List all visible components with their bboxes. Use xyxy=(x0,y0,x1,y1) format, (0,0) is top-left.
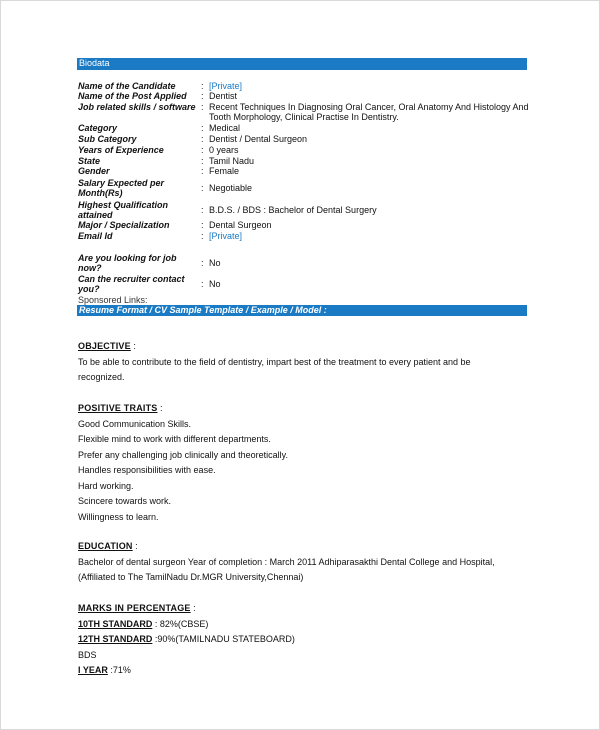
field-separator: : xyxy=(201,258,204,268)
field-label: Can the recruiter contact you? xyxy=(78,274,185,294)
tenth-standard-value: : 82%(CBSE) xyxy=(154,618,209,629)
objective-line: recognized. xyxy=(78,372,125,382)
marks-heading: MARKS IN PERCENTAGE xyxy=(78,603,191,613)
objective-section: OBJECTIVE : To be able to contribute to the field of dentistry, impart best of the treatment to every patient and be recognized. xyxy=(78,339,538,386)
field-value: Dental Surgeon xyxy=(209,220,272,230)
field-separator: : xyxy=(201,134,204,144)
field-label: Name of the Post Applied xyxy=(78,91,187,101)
field-value: B.D.S. / BDS : Bachelor of Dental Surgery xyxy=(209,205,377,215)
field-separator: : xyxy=(201,231,204,241)
marks-section: MARKS IN PERCENTAGE : 10TH STANDARD : 82%(CBSE) 12TH STANDARD :90%(TAMILNADU STATEBOARD) BDS I YEAR :71% xyxy=(78,601,538,679)
education-heading: EDUCATION xyxy=(78,541,133,551)
field-value: Recent Techniques In Diagnosing Oral Cancer, Oral Anatomy And Histology And Tooth Morphology, Clinical Practise In Dentistry. xyxy=(209,102,529,122)
field-value: Female xyxy=(209,166,240,176)
field-label: Years of Experience xyxy=(78,145,164,155)
first-year-value: :71% xyxy=(110,665,131,675)
field-value: Medical xyxy=(209,123,241,133)
biodata-header-bar: Biodata xyxy=(77,58,527,70)
field-value: 0 years xyxy=(209,145,239,155)
education-section: EDUCATION : Bachelor of dental surgeon Year of completion : March 2011 Adhiparasakthi Dental College and Hospital, (Affiliated to The TamilNadu Dr.MGR University,Chennai) xyxy=(78,539,538,586)
field-label: Sub Category xyxy=(78,134,137,144)
field-separator: : xyxy=(201,183,204,193)
traits-heading: POSITIVE TRAITS xyxy=(78,403,158,413)
field-label: Email Id xyxy=(78,231,113,241)
trait-item: Flexible mind to work with different departments. xyxy=(78,434,271,444)
private-link[interactable]: [Private] xyxy=(209,231,243,241)
objective-heading: OBJECTIVE xyxy=(78,341,131,351)
education-line: (Affiliated to The TamilNadu Dr.MGR University,Chennai) xyxy=(78,572,304,582)
field-label: Gender xyxy=(78,166,110,176)
field-value: No xyxy=(209,279,221,289)
field-value: Dentist / Dental Surgeon xyxy=(209,134,308,144)
field-separator: : xyxy=(201,81,204,91)
education-line: Bachelor of dental surgeon Year of completion : March 2011 Adhiparasakthi Dental College and Hospital, xyxy=(78,556,495,567)
positive-traits-section: POSITIVE TRAITS : Good Communication Skills. Flexible mind to work with different departments. Prefer any challenging job clinically and theoretically. Handles responsibilities with ease. Hard working. Scincere towards work. Willingness to learn. xyxy=(78,401,538,525)
field-label: Major / Specialization xyxy=(78,220,170,230)
field-label: Are you looking for job now? xyxy=(78,253,177,273)
field-value: Negotiable xyxy=(209,183,253,193)
field-value: Tamil Nadu xyxy=(209,156,255,166)
field-label: Salary Expected per Month(Rs) xyxy=(78,178,165,198)
trait-item: Willingness to learn. xyxy=(78,511,159,522)
first-year-label: I YEAR xyxy=(78,665,108,675)
field-label: Highest Qualification attained xyxy=(78,200,169,220)
trait-item: Prefer any challenging job clinically and theoretically. xyxy=(78,449,288,460)
field-label: Category xyxy=(78,123,118,133)
field-label: Job related skills / software xyxy=(78,102,196,112)
field-separator: : xyxy=(201,279,204,289)
field-separator: : xyxy=(201,205,204,215)
resume-format-bar: Resume Format / CV Sample Template / Example / Model : xyxy=(77,305,527,316)
twelfth-standard-label: 12TH STANDARD xyxy=(78,634,153,644)
field-separator: : xyxy=(201,166,204,176)
field-separator: : xyxy=(201,102,204,112)
private-link[interactable]: [Private] xyxy=(209,81,243,91)
field-label: State xyxy=(78,156,101,166)
bds-label: BDS xyxy=(78,649,97,660)
field-separator: : xyxy=(201,145,204,155)
tenth-standard-label: 10TH STANDARD xyxy=(78,618,153,629)
field-separator: : xyxy=(201,220,204,230)
objective-line: To be able to contribute to the field of dentistry, impart best of the treatment to every patient and be xyxy=(78,356,471,367)
field-value: Dentist xyxy=(209,91,238,101)
trait-item: Handles responsibilities with ease. xyxy=(78,465,216,475)
field-separator: : xyxy=(201,123,204,133)
field-value: No xyxy=(209,258,221,268)
twelfth-standard-value: :90%(TAMILNADU STATEBOARD) xyxy=(154,634,295,644)
trait-item: Good Communication Skills. xyxy=(78,418,192,429)
sponsored-links-label: Sponsored Links: xyxy=(78,295,148,305)
trait-item: Hard working. xyxy=(78,480,134,491)
field-separator: : xyxy=(201,156,204,166)
field-label: Name of the Candidate xyxy=(78,81,176,91)
trait-item: Scincere towards work. xyxy=(78,496,172,506)
field-separator: : xyxy=(201,91,204,101)
